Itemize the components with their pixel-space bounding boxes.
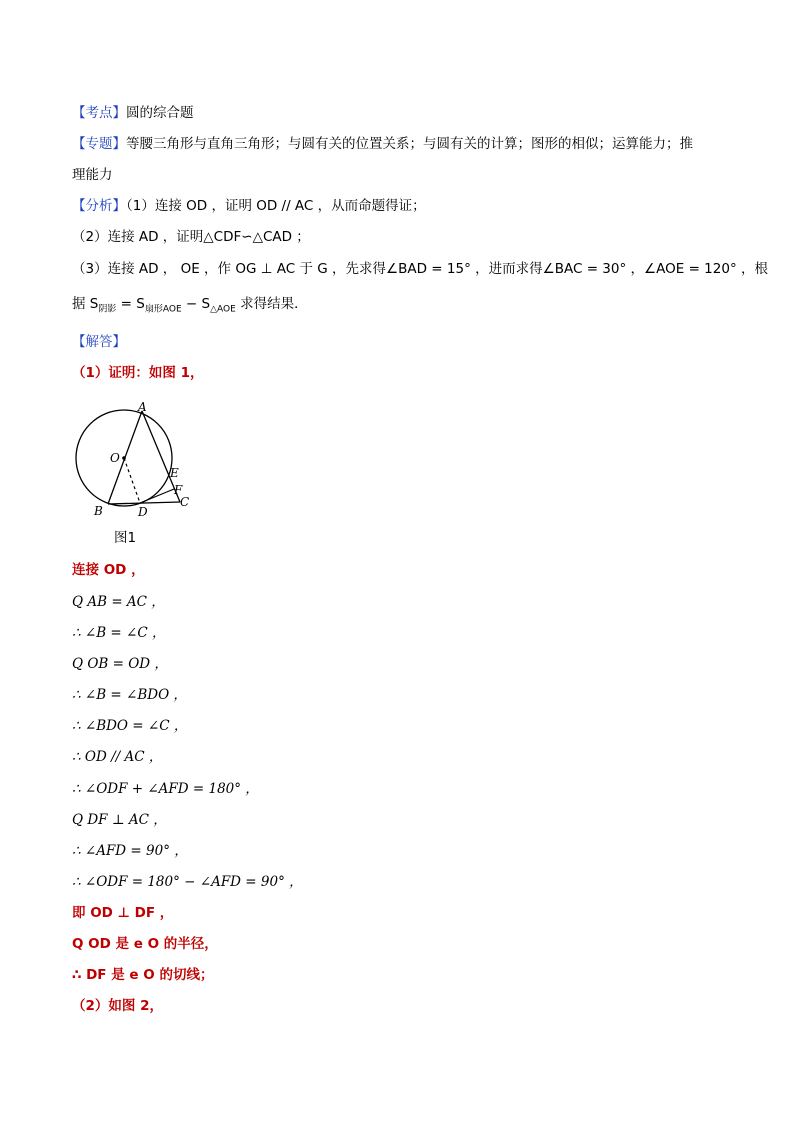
label-d: D (138, 505, 148, 519)
proof-line-11: 即 OD ⊥ DF ， (72, 905, 174, 921)
fenxi-sub-sector: 扇形AOE (144, 304, 182, 315)
label-a: A (138, 400, 147, 414)
label-c: C (180, 495, 190, 509)
proof-line-10: ∴ ∠ODF = 180° − ∠AFD = 90° ， (72, 874, 303, 890)
proof-line-5: ∴ ∠BDO = ∠C ， (72, 718, 188, 734)
fenxi-l4a: 据 S (72, 296, 99, 312)
zhuanti-line (72, 135, 693, 153)
proof-line-13: ∴ DF 是 e O 的切线； (72, 967, 214, 983)
center-point (122, 456, 126, 460)
zhuanti-tag: 【专题】 (72, 136, 126, 152)
zhuanti-text: 等腰三角形与直角三角形；与圆有关的位置关系；与圆有关的计算；图形的相似；运算能力；推 (126, 136, 693, 152)
proof-line-3: Q OB = OD ， (72, 656, 168, 672)
label-b: B (94, 504, 103, 518)
proof-line-2: ∴ ∠B = ∠C ， (72, 625, 166, 641)
fenxi-l4b: = S (116, 296, 145, 312)
fenxi-line-4 (72, 295, 308, 319)
fenxi-sub-triangle: △AOE (210, 304, 236, 315)
kaodian-text: 圆的综合题 (126, 105, 194, 121)
fenxi-l4c: − S (181, 296, 211, 312)
proof-line-6: ∴ OD // AC ， (72, 749, 163, 765)
label-f: F (174, 483, 183, 497)
figure-1-diagram (68, 398, 198, 520)
segment-od-dashed (124, 458, 140, 503)
proof-line-4: ∴ ∠B = ∠BDO ， (72, 687, 187, 703)
part2-heading: （2）如图 2， (72, 998, 163, 1014)
label-o: O (110, 451, 120, 465)
fenxi-line-2: （2）连接 AD ，证明△CDF∽△CAD ； (72, 229, 310, 245)
fenxi-sub-shadow: 阴影 (98, 304, 117, 315)
label-e: E (170, 466, 179, 480)
zhuanti-cont: 理能力 (72, 167, 113, 183)
figure-1-caption: 图1 (114, 530, 137, 546)
fenxi-l1: （1）连接 OD ，证明 OD // AC ，从而命题得证； (126, 198, 426, 214)
kaodian-tag: 【考点】 (72, 105, 126, 121)
proof-line-1: Q AB = AC ， (72, 594, 165, 610)
proof-line-9: ∴ ∠AFD = 90° ， (72, 843, 188, 859)
proof-line-12: Q OD 是 e O 的半径， (72, 936, 218, 952)
kaodian-line (72, 104, 194, 122)
fenxi-line-1 (72, 197, 426, 215)
segment-df (140, 489, 174, 503)
proof-line-8: Q DF ⊥ AC ， (72, 812, 167, 828)
proof-line-0: 连接 OD ， (72, 562, 145, 578)
proof-line-7: ∴ ∠ODF + ∠AFD = 180° ， (72, 781, 259, 797)
fenxi-line-3: （3）连接 AD ， OE ，作 OG ⊥ AC 于 G ，先求得∠BAD = 15° ，进而求得∠BAC = 30° ，∠AOE = 120° ，根 (72, 261, 768, 277)
jieda-tag: 【解答】 (72, 334, 126, 350)
part1-heading: （1）证明：如图 1， (72, 365, 204, 381)
fenxi-tag: 【分析】 (72, 198, 126, 214)
fenxi-l4d: 求得结果． (235, 296, 308, 312)
